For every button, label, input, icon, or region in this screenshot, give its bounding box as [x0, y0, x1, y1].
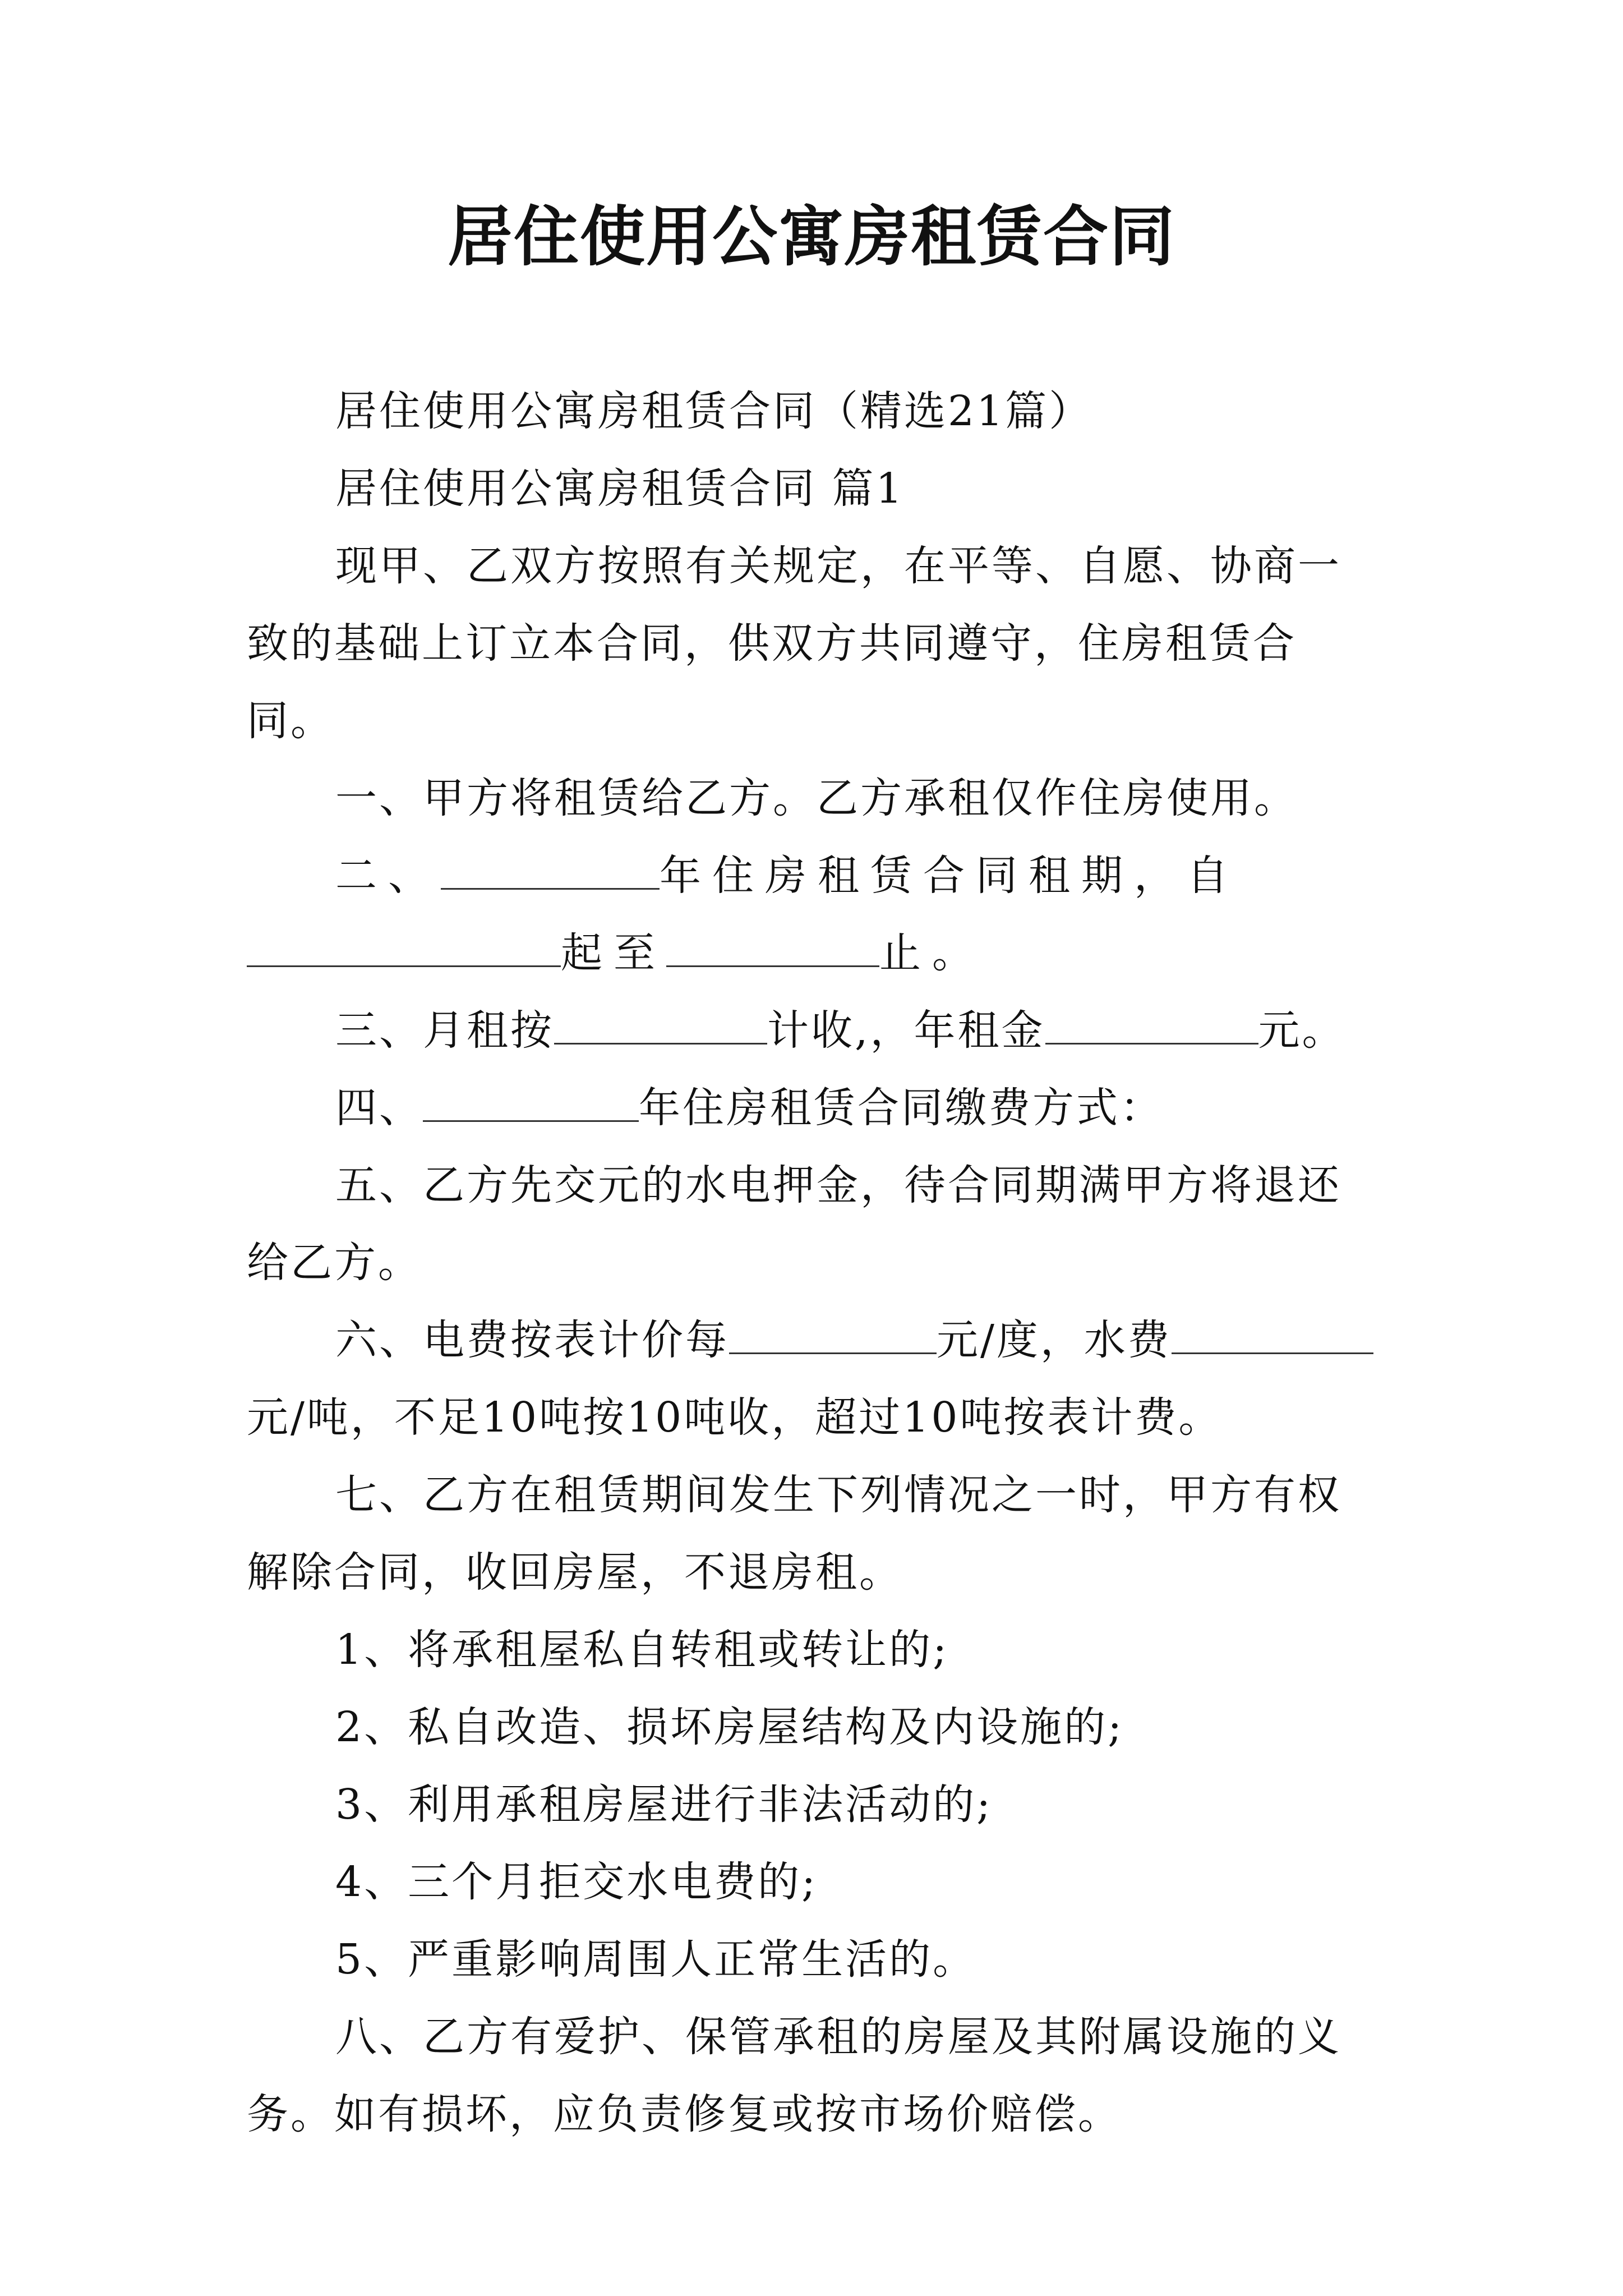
clause-4-prefix: 四、	[335, 1084, 423, 1132]
clause-7-item-3: 3、利用承租房屋进行非法活动的;	[335, 1780, 993, 1829]
clause-3	[247, 992, 1377, 1069]
clause-7-item-1: 1、将承租屋私自转租或转让的;	[335, 1626, 949, 1674]
blank-field	[1172, 1317, 1373, 1354]
clause-3-end: 元。	[1258, 1006, 1346, 1055]
paragraph-section-heading: 居住使用公寓房租赁合同 篇1	[335, 464, 905, 513]
clause-2-mid: 年住房租赁合同租期，自	[660, 852, 1239, 900]
blank-field	[729, 1317, 937, 1354]
blank-field	[666, 930, 879, 967]
clause-2-prefix: 二、	[335, 852, 441, 900]
clause-7: 七、乙方在租赁期间发生下列情况之一时，甲方有权解除合同，收回房屋，不退房租。	[247, 1471, 1341, 1596]
document-title: 居住使用公寓房租赁合同	[448, 199, 1175, 275]
clause-5: 五、乙方先交元的水电押金，待合同期满甲方将退还给乙方。	[247, 1161, 1341, 1287]
paragraph-subtitle: 居住使用公寓房租赁合同（精选21篇）	[335, 387, 1093, 435]
blank-field	[247, 930, 561, 967]
clause-7-item-4: 4、三个月拒交水电费的;	[335, 1858, 818, 1906]
clause-7-item-5: 5、严重影响周围人正常生活的。	[335, 1935, 977, 1984]
blank-field	[554, 1007, 767, 1045]
clause-6-prefix: 六、电费按表计价每	[335, 1316, 729, 1364]
clause-4-end: 年住房租赁合同缴费方式：	[639, 1084, 1164, 1132]
blank-field	[1045, 1007, 1258, 1045]
clause-7-item-2: 2、私自改造、损坏房屋结构及内设施的;	[335, 1703, 1124, 1751]
clause-2	[247, 837, 1377, 992]
paragraph-preamble: 现甲、乙双方按照有关规定，在平等、自愿、协商一致的基础上订立本合同，供双方共同遵守，住房租赁合同。	[247, 542, 1341, 745]
clause-2-mid2: 起至	[561, 929, 666, 977]
clause-6-end: 元/吨，不足10吨按10吨收，超过10吨按表计费。	[247, 1393, 1223, 1442]
blank-field	[441, 852, 660, 890]
clause-3-mid: 计收,，年租金	[767, 1006, 1045, 1055]
clause-1: 一、甲方将租赁给乙方。乙方承租仅作住房使用。	[335, 774, 1298, 822]
clause-6-mid: 元/度，水费	[937, 1316, 1172, 1364]
clause-2-end: 止。	[879, 929, 985, 977]
clause-3-prefix: 三、月租按	[335, 1006, 554, 1055]
clause-4	[247, 1069, 1377, 1147]
clause-6	[247, 1301, 1377, 1456]
clause-8: 八、乙方有爱护、保管承租的房屋及其附属设施的义务。如有损坏，应负责修复或按市场价赔偿。	[247, 2013, 1341, 2138]
blank-field	[423, 1084, 639, 1122]
document-body	[247, 372, 1377, 2153]
